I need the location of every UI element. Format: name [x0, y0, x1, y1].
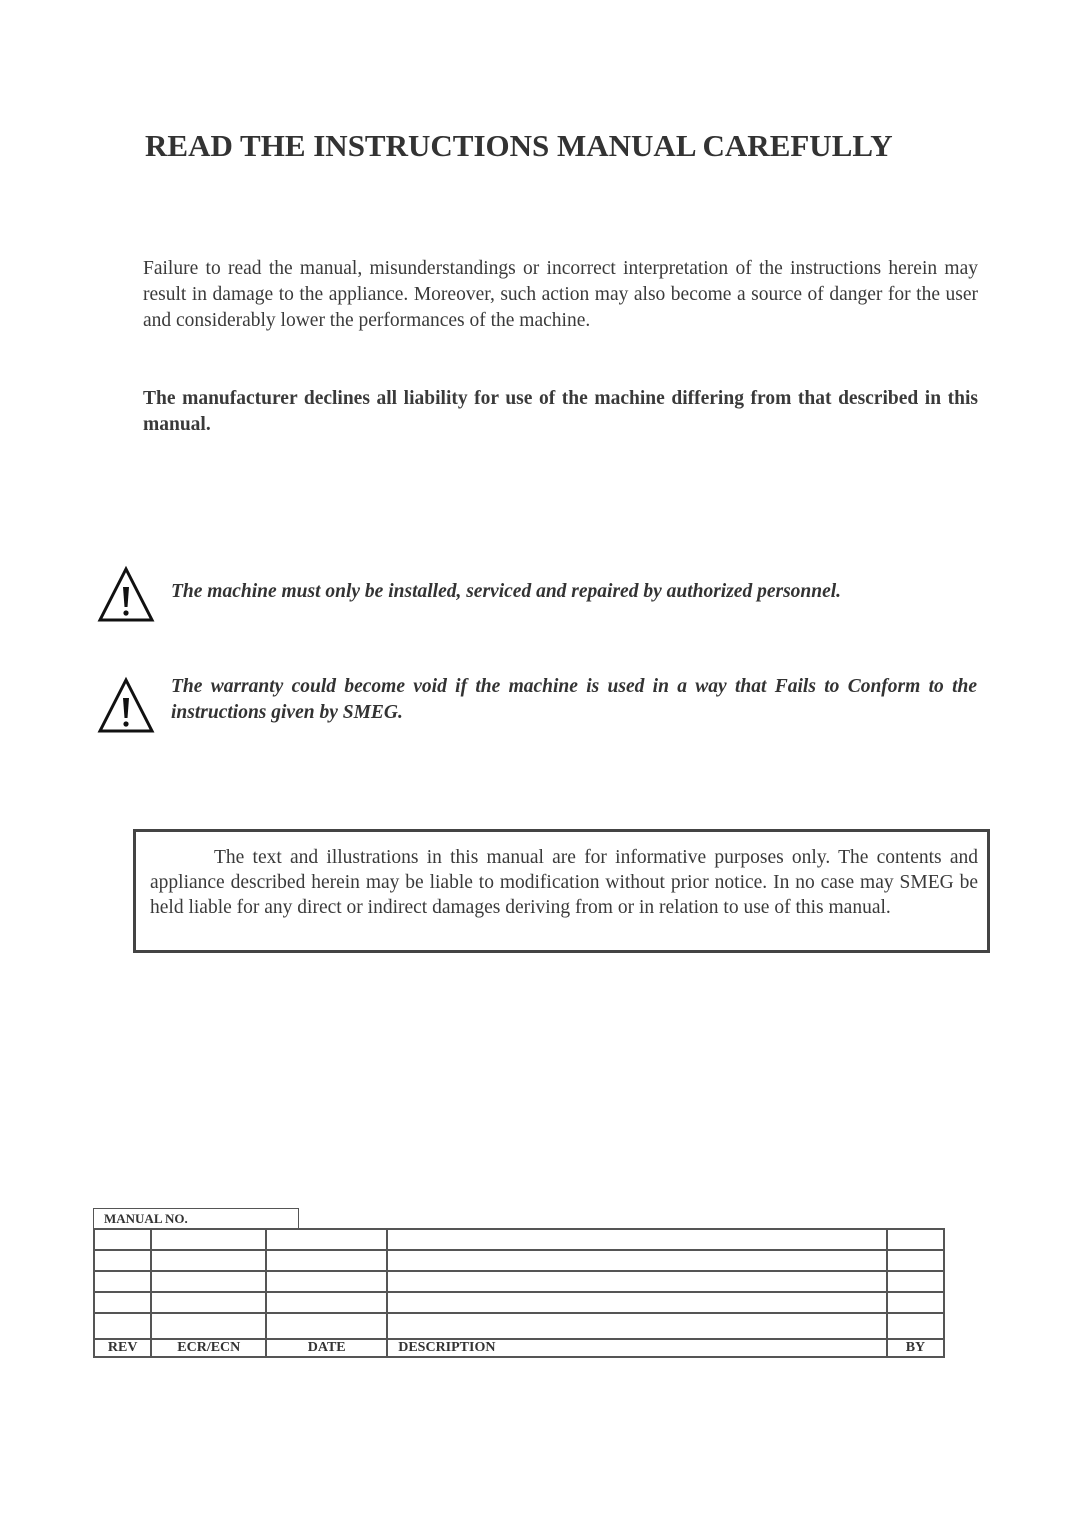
table-cell — [151, 1271, 266, 1292]
table-cell — [94, 1271, 151, 1292]
table-header-row — [94, 1339, 944, 1357]
page-title: READ THE INSTRUCTIONS MANUAL CAREFULLY — [145, 128, 893, 163]
table-cell — [151, 1313, 266, 1339]
table-cell — [266, 1271, 387, 1292]
table-cell — [887, 1292, 944, 1313]
column-header-date: DATE — [266, 1339, 387, 1357]
table-row — [94, 1313, 944, 1339]
table-cell — [387, 1229, 887, 1250]
table-cell — [151, 1229, 266, 1250]
manual-no-label: MANUAL NO. — [93, 1208, 299, 1228]
table-cell — [94, 1292, 151, 1313]
table-row — [94, 1250, 944, 1271]
table-cell — [887, 1313, 944, 1339]
table-cell — [266, 1292, 387, 1313]
table-cell — [387, 1313, 887, 1339]
table-cell — [887, 1250, 944, 1271]
warning-text: The warranty could become void if the machine is used in a way that Fails to Conform to the instructions given by SMEG. — [171, 676, 977, 723]
disclaimer-box — [133, 829, 990, 953]
liability-paragraph: The manufacturer declines all liability for use of the machine differing from that described in this manual. — [143, 387, 978, 435]
table-cell — [387, 1271, 887, 1292]
table-cell — [94, 1250, 151, 1271]
table-cell — [887, 1271, 944, 1292]
table-row — [94, 1229, 944, 1250]
table-cell — [151, 1292, 266, 1313]
table-cell — [94, 1313, 151, 1339]
disclaimer-text: The text and illustrations in this manual are for informative purposes only. The contents and appliance described herein may be liable to modification without prior notice. In no case may SMEG be held liable for any direct or indirect damages deriving from or in relation to use of this manual. — [150, 847, 978, 918]
warning-triangle-icon — [97, 563, 155, 625]
intro-paragraph: Failure to read the manual, misunderstandings or incorrect interpretation of the instructions herein may result in damage to the appliance. Moreover, such action may also become a source of danger for the user and considerably lower the performances of the machine. — [143, 257, 978, 331]
table-cell — [387, 1292, 887, 1313]
table-cell — [266, 1313, 387, 1339]
table-cell — [887, 1229, 944, 1250]
table-cell — [94, 1229, 151, 1250]
column-header-description: DESCRIPTION — [387, 1339, 887, 1357]
table-cell — [266, 1229, 387, 1250]
table-row — [94, 1292, 944, 1313]
warning-triangle-icon — [97, 674, 155, 736]
table-cell — [151, 1250, 266, 1271]
column-header-rev: REV — [94, 1339, 151, 1357]
table-row — [94, 1271, 944, 1292]
warning-text: The machine must only be installed, serviced and repaired by authorized personnel. — [171, 581, 842, 602]
table-cell — [266, 1250, 387, 1271]
column-header-ecr-ecn: ECR/ECN — [151, 1339, 266, 1357]
table-cell — [387, 1250, 887, 1271]
column-header-by: BY — [887, 1339, 944, 1357]
